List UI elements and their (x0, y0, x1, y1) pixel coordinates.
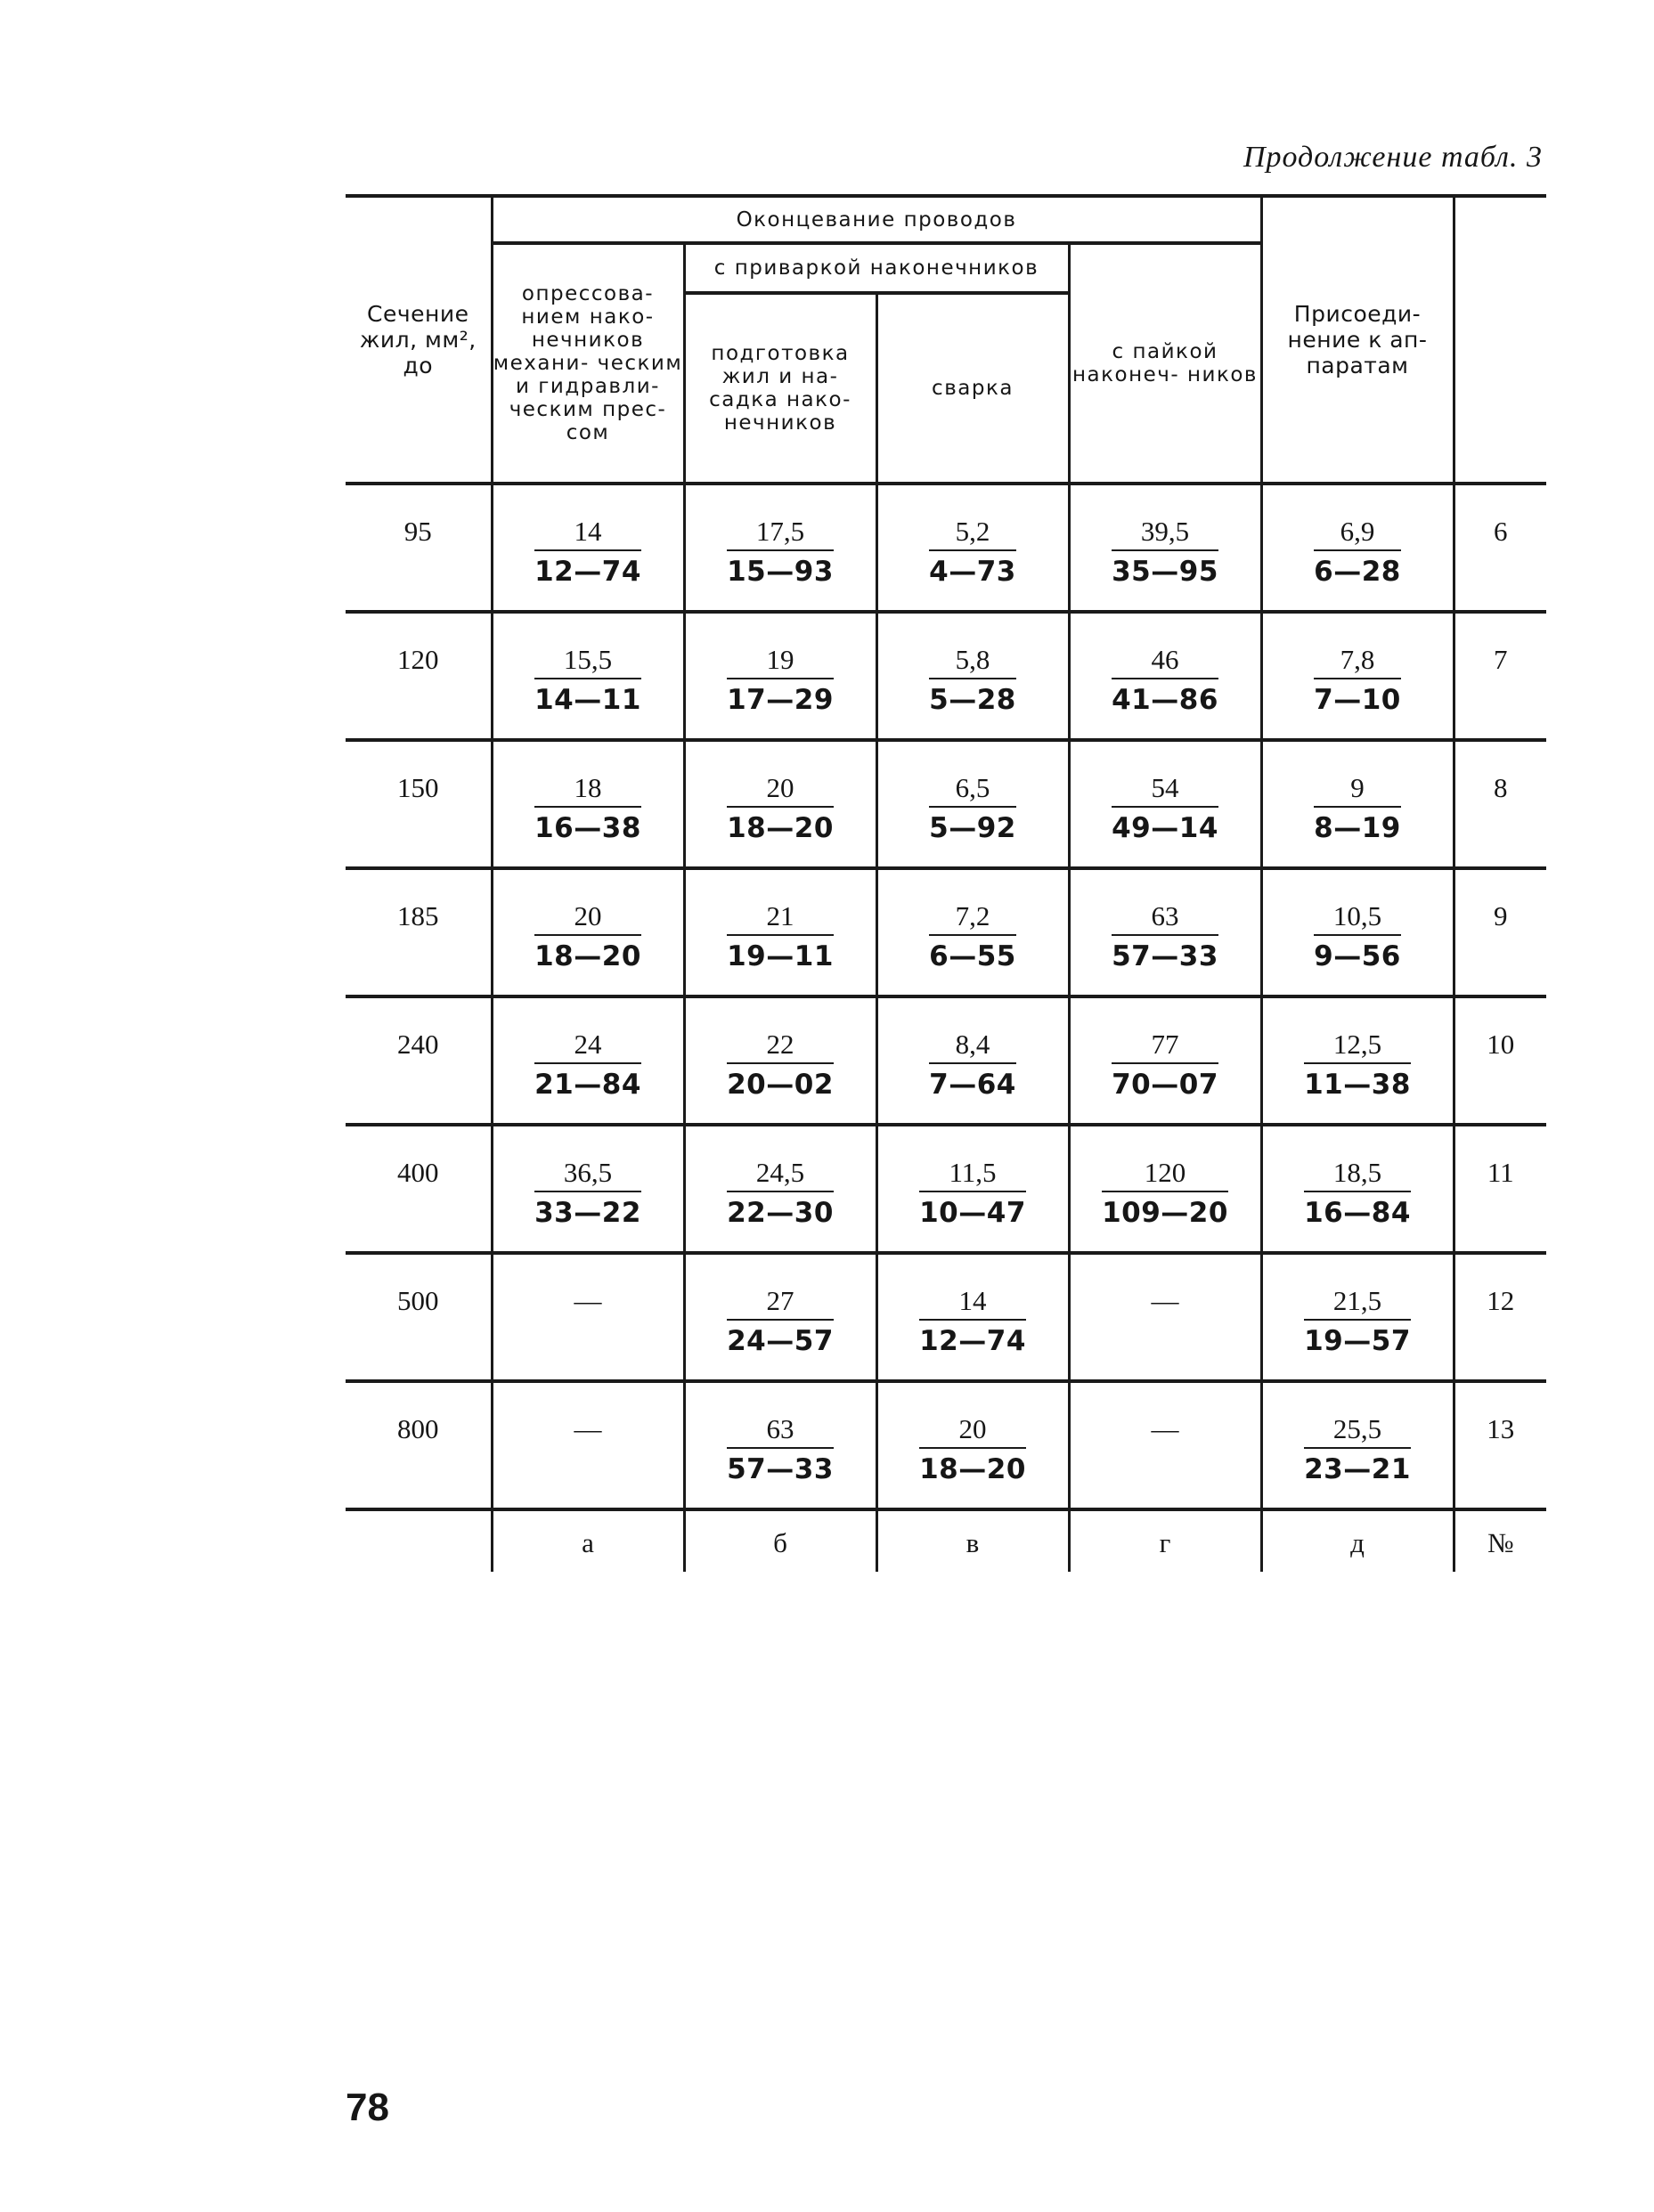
section-cell: 240 (346, 996, 492, 1125)
fraction-numerator: 24,5 (727, 1157, 834, 1192)
fraction-numerator: 27 (727, 1285, 834, 1321)
table-row (346, 1381, 1546, 1509)
section-cell: 800 (346, 1381, 492, 1509)
fraction-denominator: 24—57 (727, 1325, 834, 1357)
fraction-denominator: 18—20 (919, 1453, 1026, 1485)
row-number-cell: 13 (1454, 1381, 1546, 1509)
value-cell (1069, 996, 1261, 1125)
value-cell (1261, 1125, 1454, 1253)
fraction-denominator: 14—11 (534, 684, 641, 716)
fraction-value (1304, 1413, 1411, 1486)
row-number-cell: 11 (1454, 1125, 1546, 1253)
fraction-denominator: 6—28 (1314, 556, 1401, 588)
fraction-denominator: 19—11 (727, 940, 834, 972)
value-cell (876, 1125, 1069, 1253)
letter-blank (346, 1509, 492, 1572)
value-cell (684, 612, 876, 740)
fraction-value (534, 900, 641, 973)
page-number: 78 (346, 2086, 389, 2129)
fraction-value (929, 1029, 1016, 1102)
value-cell (1261, 868, 1454, 996)
header-section-label: Сечение жил, мм², до (359, 301, 477, 378)
fraction-denominator: 18—20 (534, 940, 641, 972)
value-cell (1261, 1381, 1454, 1509)
letter-no: № (1454, 1509, 1546, 1572)
value-cell (1069, 612, 1261, 740)
fraction-value (1102, 1157, 1228, 1230)
fraction-numerator: 5,8 (929, 644, 1016, 679)
fraction-numerator: 36,5 (534, 1157, 641, 1192)
column-letters-row (346, 1509, 1546, 1572)
value-cell (1069, 1253, 1261, 1381)
section-cell: 95 (346, 484, 492, 612)
fraction-denominator: 10—47 (919, 1197, 1026, 1229)
fraction-denominator: 7—64 (929, 1069, 1016, 1101)
fraction-value (919, 1285, 1026, 1358)
dash-value: — (1151, 1285, 1179, 1316)
fraction-numerator: 54 (1112, 772, 1218, 808)
section-cell: 185 (346, 868, 492, 996)
fraction-value (727, 900, 834, 973)
header-group-main-label: Оконцевание проводов (736, 207, 1017, 232)
letter-g: г (1069, 1509, 1261, 1572)
header-col-g-label: с пайкой наконеч- ников (1072, 340, 1258, 386)
fraction-numerator: 20 (727, 772, 834, 808)
fraction-numerator: 21 (727, 900, 834, 936)
fraction-value (1304, 1285, 1411, 1358)
value-cell (876, 740, 1069, 868)
fraction-denominator: 20—02 (727, 1069, 834, 1101)
fraction-value (727, 1157, 834, 1230)
fraction-denominator: 57—33 (727, 1453, 834, 1485)
fraction-denominator: 6—55 (929, 940, 1016, 972)
fraction-denominator: 22—30 (727, 1197, 834, 1229)
fraction-numerator: 12,5 (1304, 1029, 1411, 1064)
fraction-value (919, 1157, 1026, 1230)
dash-value: — (1151, 1413, 1179, 1444)
fraction-denominator: 16—38 (534, 812, 641, 844)
value-cell (492, 1253, 684, 1381)
header-no (1454, 196, 1546, 484)
fraction-value (1314, 900, 1401, 973)
fraction-numerator: 10,5 (1314, 900, 1401, 936)
value-cell (684, 996, 876, 1125)
value-cell (1069, 1381, 1261, 1509)
fraction-numerator: 18,5 (1304, 1157, 1411, 1192)
fraction-denominator: 41—86 (1112, 684, 1218, 716)
fraction-numerator: 6,5 (929, 772, 1016, 808)
fraction-value (534, 516, 641, 589)
value-cell (1069, 484, 1261, 612)
fraction-value (1304, 1157, 1411, 1230)
section-cell: 150 (346, 740, 492, 868)
header-col-v (876, 293, 1069, 484)
dash-value: — (574, 1413, 602, 1444)
letter-v: в (876, 1509, 1069, 1572)
fraction-denominator: 9—56 (1314, 940, 1401, 972)
value-cell (684, 1381, 876, 1509)
fraction-value (919, 1413, 1026, 1486)
fraction-numerator: 7,2 (929, 900, 1016, 936)
fraction-numerator: 120 (1102, 1157, 1228, 1192)
fraction-denominator: 11—38 (1304, 1069, 1411, 1101)
value-cell (492, 484, 684, 612)
table-row (346, 740, 1546, 868)
value-cell (492, 1125, 684, 1253)
value-cell (1069, 740, 1261, 868)
header-col-v-label: сварка (932, 377, 1014, 400)
fraction-numerator: 15,5 (534, 644, 641, 679)
letter-b: б (684, 1509, 876, 1572)
fraction-value (727, 772, 834, 845)
value-cell (684, 1253, 876, 1381)
fraction-denominator: 49—14 (1112, 812, 1218, 844)
fraction-value (1112, 1029, 1218, 1102)
fraction-denominator: 109—20 (1102, 1197, 1228, 1229)
header-col-d (1261, 196, 1454, 484)
fraction-numerator: 22 (727, 1029, 834, 1064)
fraction-value (1112, 644, 1218, 717)
value-cell (492, 740, 684, 868)
row-number-cell: 9 (1454, 868, 1546, 996)
value-cell (492, 612, 684, 740)
value-cell (492, 1381, 684, 1509)
table-row (346, 868, 1546, 996)
header-group-weld (684, 243, 1069, 293)
fraction-numerator: 9 (1314, 772, 1401, 808)
fraction-denominator: 18—20 (727, 812, 834, 844)
header-col-b (684, 293, 876, 484)
fraction-numerator: 17,5 (727, 516, 834, 551)
fraction-numerator: 18 (534, 772, 641, 808)
header-group-weld-label: с приваркой наконечников (713, 256, 1039, 280)
section-cell: 500 (346, 1253, 492, 1381)
table-row (346, 996, 1546, 1125)
fraction-denominator: 12—74 (534, 556, 641, 588)
header-col-b-label: подготовка жил и на- садка нако- нечников (709, 342, 851, 435)
fraction-value (1112, 772, 1218, 845)
fraction-numerator: 8,4 (929, 1029, 1016, 1064)
fraction-numerator: 21,5 (1304, 1285, 1411, 1321)
fraction-denominator: 5—92 (929, 812, 1016, 844)
value-cell (684, 1125, 876, 1253)
fraction-value (534, 644, 641, 717)
fraction-numerator: 6,9 (1314, 516, 1401, 551)
fraction-value (1314, 516, 1401, 589)
fraction-denominator: 19—57 (1304, 1325, 1411, 1357)
fraction-value (727, 1285, 834, 1358)
table-row (346, 1125, 1546, 1253)
fraction-denominator: 70—07 (1112, 1069, 1218, 1101)
header-col-a (492, 243, 684, 484)
value-cell (684, 868, 876, 996)
value-cell (1261, 740, 1454, 868)
fraction-value (1112, 900, 1218, 973)
fraction-value (1304, 1029, 1411, 1102)
header-section (346, 196, 492, 484)
fraction-numerator: 19 (727, 644, 834, 679)
value-cell (492, 868, 684, 996)
letter-a: а (492, 1509, 684, 1572)
dash-value: — (574, 1285, 602, 1316)
value-cell (1261, 484, 1454, 612)
fraction-value (929, 900, 1016, 973)
fraction-value (929, 644, 1016, 717)
fraction-value (534, 1157, 641, 1230)
fraction-denominator: 15—93 (727, 556, 834, 588)
fraction-numerator: 14 (919, 1285, 1026, 1321)
fraction-value (929, 516, 1016, 589)
fraction-value (727, 516, 834, 589)
fraction-denominator: 35—95 (1112, 556, 1218, 588)
value-cell (1261, 996, 1454, 1125)
fraction-value (727, 1029, 834, 1102)
fraction-denominator: 5—28 (929, 684, 1016, 716)
fraction-denominator: 23—21 (1304, 1453, 1411, 1485)
header-col-g (1069, 243, 1261, 484)
table-caption: Продолжение табл. 3 (1243, 141, 1543, 174)
fraction-value (534, 1029, 641, 1102)
fraction-numerator: 24 (534, 1029, 641, 1064)
fraction-denominator: 16—84 (1304, 1197, 1411, 1229)
fraction-numerator: 11,5 (919, 1157, 1026, 1192)
fraction-numerator: 63 (1112, 900, 1218, 936)
value-cell (876, 612, 1069, 740)
header-col-a-label: опрессова- нием нако- нечников механи- ческим и гидравли- ческим прес- сом (493, 282, 683, 444)
table-body (346, 484, 1546, 1509)
header-col-d-label: Присоеди- нение к ап- паратам (1287, 301, 1428, 378)
fraction-numerator: 25,5 (1304, 1413, 1411, 1449)
row-number-cell: 12 (1454, 1253, 1546, 1381)
table-row (346, 484, 1546, 612)
value-cell (1069, 868, 1261, 996)
fraction-numerator: 14 (534, 516, 641, 551)
fraction-value (727, 644, 834, 717)
letter-d: д (1261, 1509, 1454, 1572)
value-cell (876, 1381, 1069, 1509)
fraction-numerator: 63 (727, 1413, 834, 1449)
fraction-numerator: 5,2 (929, 516, 1016, 551)
fraction-denominator: 21—84 (534, 1069, 641, 1101)
fraction-denominator: 57—33 (1112, 940, 1218, 972)
fraction-denominator: 4—73 (929, 556, 1016, 588)
value-cell (684, 484, 876, 612)
fraction-denominator: 33—22 (534, 1197, 641, 1229)
value-cell (876, 868, 1069, 996)
value-cell (876, 484, 1069, 612)
fraction-numerator: 77 (1112, 1029, 1218, 1064)
fraction-value (929, 772, 1016, 845)
table-row (346, 612, 1546, 740)
value-cell (1069, 1125, 1261, 1253)
fraction-denominator: 12—74 (919, 1325, 1026, 1357)
fraction-value (1112, 516, 1218, 589)
value-cell (1261, 612, 1454, 740)
value-cell (684, 740, 876, 868)
value-cell (492, 996, 684, 1125)
fraction-value (1314, 644, 1401, 717)
row-number-cell: 6 (1454, 484, 1546, 612)
fraction-denominator: 8—19 (1314, 812, 1401, 844)
fraction-numerator: 20 (534, 900, 641, 936)
row-number-cell: 7 (1454, 612, 1546, 740)
fraction-numerator: 20 (919, 1413, 1026, 1449)
fraction-numerator: 46 (1112, 644, 1218, 679)
section-cell: 400 (346, 1125, 492, 1253)
fraction-value (1314, 772, 1401, 845)
fraction-denominator: 17—29 (727, 684, 834, 716)
fraction-numerator: 7,8 (1314, 644, 1401, 679)
fraction-numerator: 39,5 (1112, 516, 1218, 551)
value-cell (876, 1253, 1069, 1381)
table-row (346, 1253, 1546, 1381)
header-group-main (492, 196, 1261, 243)
row-number-cell: 10 (1454, 996, 1546, 1125)
row-number-cell: 8 (1454, 740, 1546, 868)
fraction-value (534, 772, 641, 845)
data-table (346, 194, 1546, 1572)
fraction-value (727, 1413, 834, 1486)
fraction-denominator: 7—10 (1314, 684, 1401, 716)
value-cell (876, 996, 1069, 1125)
section-cell: 120 (346, 612, 492, 740)
value-cell (1261, 1253, 1454, 1381)
